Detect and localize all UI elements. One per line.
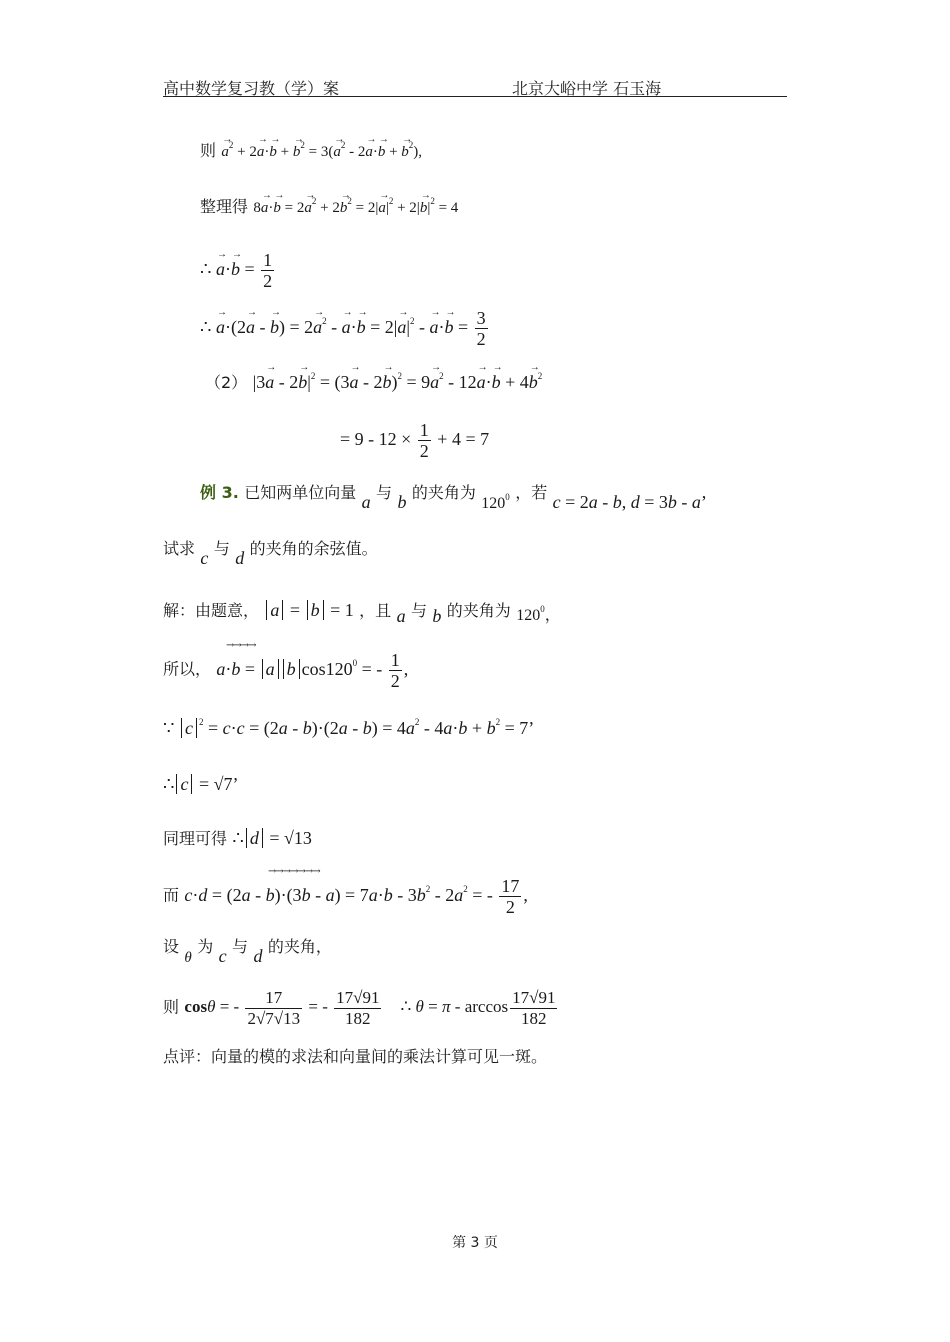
vector-arrows-1: →→→→ bbox=[226, 640, 256, 651]
header-rule bbox=[163, 96, 787, 97]
set-text-3: 与 bbox=[232, 937, 249, 956]
example-text-3: 的夹角为 bbox=[411, 483, 476, 502]
equation-line-6 bbox=[340, 420, 489, 461]
solution-line-5: 同理可得 ∴ d = √13 bbox=[163, 828, 312, 848]
comment-line: 点评：向量的模的求法和向量间的乘法计算可见一斑。 bbox=[163, 1047, 548, 1066]
equation-line-5 bbox=[205, 370, 542, 393]
and-text: 而 bbox=[163, 885, 180, 905]
solution-line-2: 所以， a·b = a b $\cos 120^0$ = - $\frac{1}{2}$ , bbox=[163, 650, 409, 691]
eq3-math: ∴ → a·→ b = $\frac{1}{2}$ bbox=[200, 259, 276, 279]
ask-line: 试求 c 与 d 的夹角的余弦值。 bbox=[163, 539, 378, 568]
eq1-math: → $a^2 + 2\to a\cdot\to b$ + → $b^2 = 3(\to a^2 - 2\to a\cdot\to b$ + → $b^2$), bbox=[221, 144, 422, 160]
example-text-4: ，若 bbox=[515, 483, 548, 502]
sol-text-3: 与 bbox=[410, 601, 427, 620]
ask-text-2: 与 bbox=[213, 539, 230, 558]
eq4-math: ∴ → a·(2→ a - → $b) = 2\to a^2$ - → $a\cdot\to b = 2|\to a|^2$ - → a·→ b = $\frac{3}{2}$ bbox=[200, 317, 490, 337]
solution-line-7: 设 θ 为 c 与 d 的夹角， bbox=[163, 937, 332, 966]
ask-text-3: 的夹角的余弦值。 bbox=[249, 539, 378, 558]
sol-so: 所以， bbox=[163, 659, 212, 679]
set-text-1: 设 bbox=[163, 937, 180, 956]
equation-line-1 bbox=[200, 138, 422, 161]
example-text-2: 与 bbox=[376, 483, 393, 502]
equation-line-4 bbox=[200, 308, 490, 349]
example-text-1: 已知两单位向量 bbox=[244, 483, 357, 502]
solution-line-6: 而 $c\cdot d = (2a - b)\cdot(3b - a) = 7a\cdot b - 3b^2 - 2a^2$ = - $\frac{17}{2}$ , bbox=[163, 876, 528, 917]
solution-line-4: ∴ c = √7’ bbox=[163, 774, 239, 794]
eq6-math: = 9 - 12 × $\frac{1}{2}$ + 4 = 7 bbox=[340, 420, 490, 461]
example-label: 例 3. bbox=[200, 483, 239, 502]
sol-text-1: 解：由题意， bbox=[163, 601, 260, 620]
solution-line-3: ∵ c $^2 = c\cdot c = (2a - b)\cdot(2a - b) = 4a^2 - 4a\cdot b + b^2 = 7$’ bbox=[163, 717, 535, 738]
then-label-1: 则 bbox=[200, 141, 217, 160]
arrange-label: 整理得 bbox=[200, 197, 249, 216]
eq2-math: $8\to a\cdot\to b = 2\to a^2 + 2\to b^2 = 2|\to a|^2 + 2|\to b|^2 = 4$ bbox=[253, 200, 458, 216]
sol-text-2: ，且 bbox=[359, 601, 392, 620]
set-text-4: 的夹角， bbox=[267, 937, 332, 956]
sol-text-4: 的夹角为 bbox=[446, 601, 511, 620]
eq5-math: $|3\to a - 2\to b|^2 = (3\to a - 2\to b)^2 = 9\to a^2 - 12\to a\cdot\to b + 4\to b^2$ bbox=[253, 372, 543, 392]
header-left: 高中数学复习教（学）案 bbox=[163, 79, 340, 98]
page-number: 第 3 页 bbox=[452, 1235, 498, 1251]
vector-arrows-2: →→→→→→→ bbox=[268, 866, 320, 877]
then-label-2: 则 bbox=[163, 997, 180, 1017]
ask-text-1: 试求 bbox=[163, 539, 196, 558]
example-3-line: 例 3. 已知两单位向量 a 与 b 的夹角为 $120^0$ ，若 c = 2a - b, d = 3b - a’ bbox=[200, 483, 707, 512]
equation-line-2 bbox=[200, 194, 458, 217]
same-text: 同理可得 bbox=[163, 829, 228, 848]
equation-line-3 bbox=[200, 250, 276, 291]
solution-line-1: 解：由题意， a = b = 1 ，且 a 与 b 的夹角为 $120^0$， bbox=[163, 600, 561, 626]
part-2-label: （2） bbox=[205, 373, 248, 392]
solution-line-8: 则 cosθ = - $\frac{17}{2√7√13}$ = - $\frac{17√91}{182}$ ∴ θ = π - arccos $\frac{17√91}{182}$ bbox=[163, 988, 556, 1028]
set-text-2: 为 bbox=[197, 937, 214, 956]
header-right: 北京大峪中学 石玉海 bbox=[512, 79, 662, 98]
